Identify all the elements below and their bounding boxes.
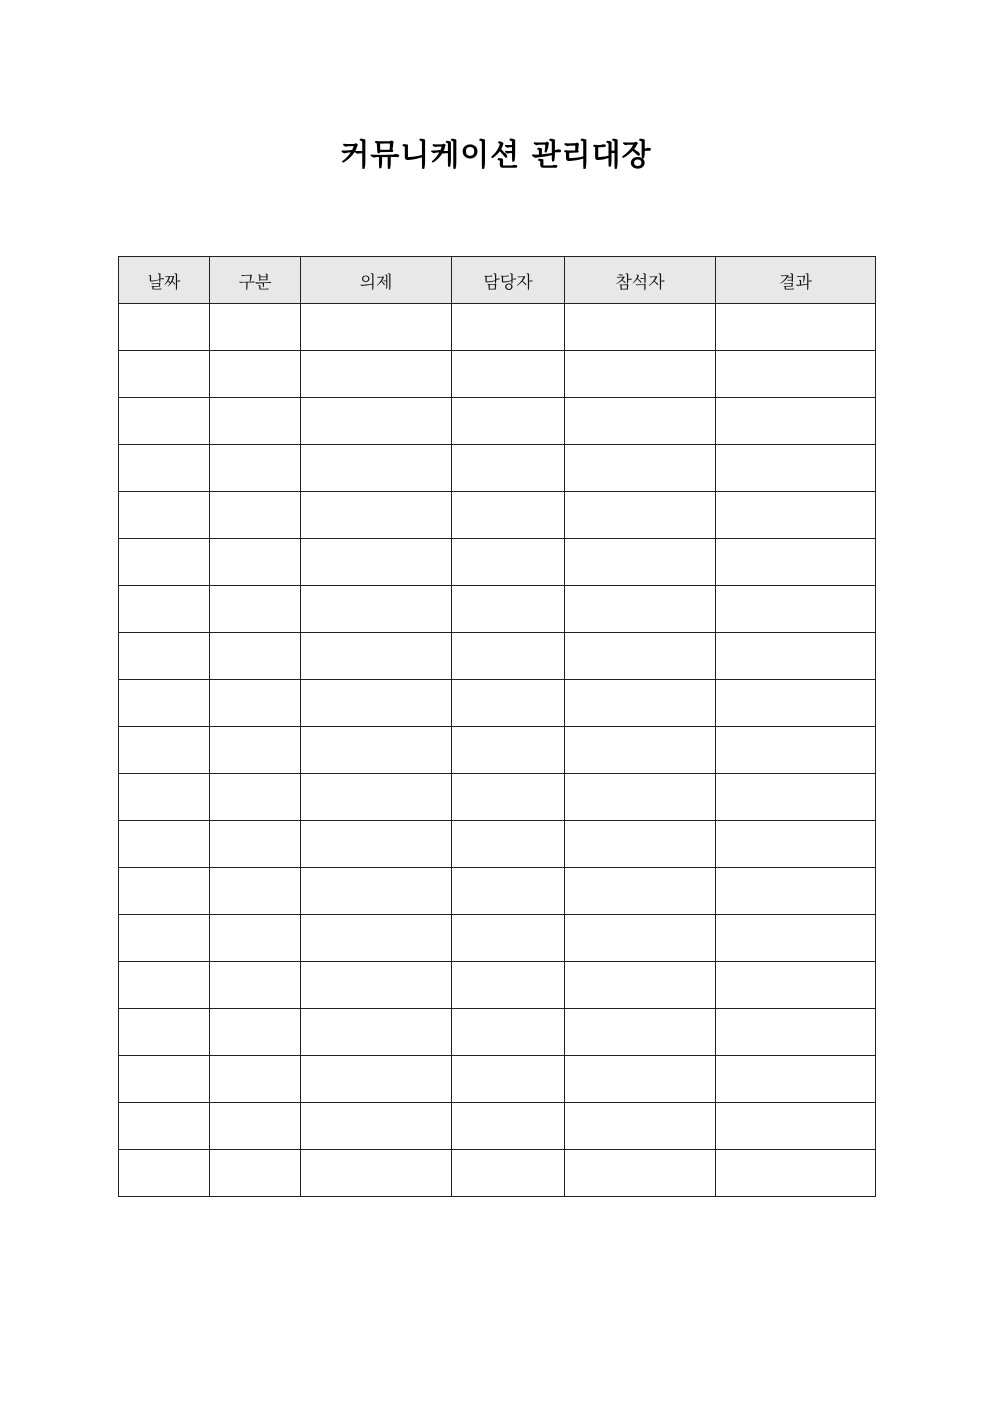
cell-category bbox=[210, 304, 301, 351]
cell-result bbox=[716, 539, 876, 586]
cell-result bbox=[716, 398, 876, 445]
cell-attendees bbox=[565, 351, 716, 398]
cell-result bbox=[716, 445, 876, 492]
cell-date bbox=[119, 304, 210, 351]
cell-person-in-charge bbox=[452, 539, 565, 586]
cell-result bbox=[716, 727, 876, 774]
cell-person-in-charge bbox=[452, 680, 565, 727]
table-row bbox=[119, 821, 876, 868]
cell-agenda bbox=[301, 398, 452, 445]
cell-date bbox=[119, 868, 210, 915]
cell-attendees bbox=[565, 398, 716, 445]
table-row bbox=[119, 774, 876, 821]
document-title: 커뮤니케이션 관리대장 bbox=[340, 138, 652, 173]
cell-person-in-charge bbox=[452, 1150, 565, 1197]
cell-agenda bbox=[301, 445, 452, 492]
cell-attendees bbox=[565, 1103, 716, 1150]
cell-person-in-charge bbox=[452, 962, 565, 1009]
cell-date bbox=[119, 727, 210, 774]
cell-person-in-charge bbox=[452, 774, 565, 821]
table-header-row bbox=[119, 257, 876, 304]
cell-person-in-charge bbox=[452, 1056, 565, 1103]
cell-category bbox=[210, 962, 301, 1009]
cell-category bbox=[210, 398, 301, 445]
cell-result bbox=[716, 1150, 876, 1197]
cell-result bbox=[716, 821, 876, 868]
table-row bbox=[119, 633, 876, 680]
cell-agenda bbox=[301, 727, 452, 774]
cell-attendees bbox=[565, 962, 716, 1009]
cell-agenda bbox=[301, 962, 452, 1009]
header-result: 결과 bbox=[716, 257, 876, 304]
table-row bbox=[119, 586, 876, 633]
cell-attendees bbox=[565, 915, 716, 962]
cell-result bbox=[716, 774, 876, 821]
cell-agenda bbox=[301, 492, 452, 539]
cell-date bbox=[119, 774, 210, 821]
cell-person-in-charge bbox=[452, 586, 565, 633]
cell-category bbox=[210, 1150, 301, 1197]
cell-agenda bbox=[301, 1009, 452, 1056]
cell-attendees bbox=[565, 586, 716, 633]
table-row bbox=[119, 962, 876, 1009]
cell-agenda bbox=[301, 586, 452, 633]
cell-agenda bbox=[301, 1150, 452, 1197]
cell-category bbox=[210, 492, 301, 539]
cell-attendees bbox=[565, 868, 716, 915]
cell-person-in-charge bbox=[452, 445, 565, 492]
table-row bbox=[119, 1056, 876, 1103]
header-agenda: 의제 bbox=[301, 257, 452, 304]
cell-attendees bbox=[565, 727, 716, 774]
cell-date bbox=[119, 1056, 210, 1103]
cell-person-in-charge bbox=[452, 398, 565, 445]
table-body bbox=[119, 304, 876, 1197]
cell-category bbox=[210, 821, 301, 868]
cell-result bbox=[716, 915, 876, 962]
table-row bbox=[119, 539, 876, 586]
table-row bbox=[119, 727, 876, 774]
cell-category bbox=[210, 1103, 301, 1150]
cell-result bbox=[716, 1103, 876, 1150]
cell-date bbox=[119, 1150, 210, 1197]
cell-person-in-charge bbox=[452, 727, 565, 774]
cell-category bbox=[210, 586, 301, 633]
cell-agenda bbox=[301, 774, 452, 821]
cell-result bbox=[716, 1056, 876, 1103]
table-row bbox=[119, 398, 876, 445]
cell-result bbox=[716, 868, 876, 915]
cell-person-in-charge bbox=[452, 633, 565, 680]
cell-result bbox=[716, 304, 876, 351]
header-attendees: 참석자 bbox=[565, 257, 716, 304]
cell-person-in-charge bbox=[452, 868, 565, 915]
cell-date bbox=[119, 633, 210, 680]
cell-result bbox=[716, 962, 876, 1009]
cell-agenda bbox=[301, 915, 452, 962]
cell-agenda bbox=[301, 821, 452, 868]
cell-category bbox=[210, 868, 301, 915]
cell-result bbox=[716, 492, 876, 539]
cell-category bbox=[210, 445, 301, 492]
cell-result bbox=[716, 1009, 876, 1056]
cell-date bbox=[119, 398, 210, 445]
cell-attendees bbox=[565, 1150, 716, 1197]
cell-agenda bbox=[301, 680, 452, 727]
cell-category bbox=[210, 680, 301, 727]
cell-person-in-charge bbox=[452, 492, 565, 539]
cell-attendees bbox=[565, 304, 716, 351]
cell-attendees bbox=[565, 821, 716, 868]
cell-agenda bbox=[301, 1103, 452, 1150]
cell-date bbox=[119, 492, 210, 539]
cell-date bbox=[119, 821, 210, 868]
cell-category bbox=[210, 1056, 301, 1103]
table-row bbox=[119, 1009, 876, 1056]
cell-agenda bbox=[301, 304, 452, 351]
cell-attendees bbox=[565, 492, 716, 539]
cell-date bbox=[119, 1009, 210, 1056]
cell-agenda bbox=[301, 539, 452, 586]
cell-category bbox=[210, 351, 301, 398]
cell-person-in-charge bbox=[452, 351, 565, 398]
cell-result bbox=[716, 680, 876, 727]
cell-person-in-charge bbox=[452, 1103, 565, 1150]
cell-category bbox=[210, 774, 301, 821]
table-row bbox=[119, 304, 876, 351]
cell-agenda bbox=[301, 351, 452, 398]
table-row bbox=[119, 915, 876, 962]
header-category: 구분 bbox=[210, 257, 301, 304]
cell-result bbox=[716, 586, 876, 633]
cell-attendees bbox=[565, 680, 716, 727]
cell-date bbox=[119, 539, 210, 586]
table-row bbox=[119, 1150, 876, 1197]
cell-agenda bbox=[301, 868, 452, 915]
cell-date bbox=[119, 445, 210, 492]
cell-person-in-charge bbox=[452, 1009, 565, 1056]
cell-date bbox=[119, 351, 210, 398]
cell-person-in-charge bbox=[452, 304, 565, 351]
cell-date bbox=[119, 962, 210, 1009]
cell-agenda bbox=[301, 633, 452, 680]
cell-date bbox=[119, 915, 210, 962]
table-row bbox=[119, 492, 876, 539]
cell-agenda bbox=[301, 1056, 452, 1103]
table-row bbox=[119, 680, 876, 727]
header-date: 날짜 bbox=[119, 257, 210, 304]
cell-category bbox=[210, 633, 301, 680]
cell-attendees bbox=[565, 539, 716, 586]
cell-attendees bbox=[565, 445, 716, 492]
cell-date bbox=[119, 680, 210, 727]
cell-result bbox=[716, 351, 876, 398]
cell-attendees bbox=[565, 633, 716, 680]
communication-ledger-table bbox=[118, 256, 876, 1197]
cell-person-in-charge bbox=[452, 915, 565, 962]
table-row bbox=[119, 1103, 876, 1150]
cell-category bbox=[210, 539, 301, 586]
cell-category bbox=[210, 727, 301, 774]
header-person-in-charge: 담당자 bbox=[452, 257, 565, 304]
cell-attendees bbox=[565, 1009, 716, 1056]
cell-date bbox=[119, 1103, 210, 1150]
cell-attendees bbox=[565, 774, 716, 821]
table-row bbox=[119, 445, 876, 492]
table-row bbox=[119, 868, 876, 915]
cell-result bbox=[716, 633, 876, 680]
cell-person-in-charge bbox=[452, 821, 565, 868]
cell-category bbox=[210, 1009, 301, 1056]
cell-date bbox=[119, 586, 210, 633]
cell-category bbox=[210, 915, 301, 962]
cell-attendees bbox=[565, 1056, 716, 1103]
table-row bbox=[119, 351, 876, 398]
